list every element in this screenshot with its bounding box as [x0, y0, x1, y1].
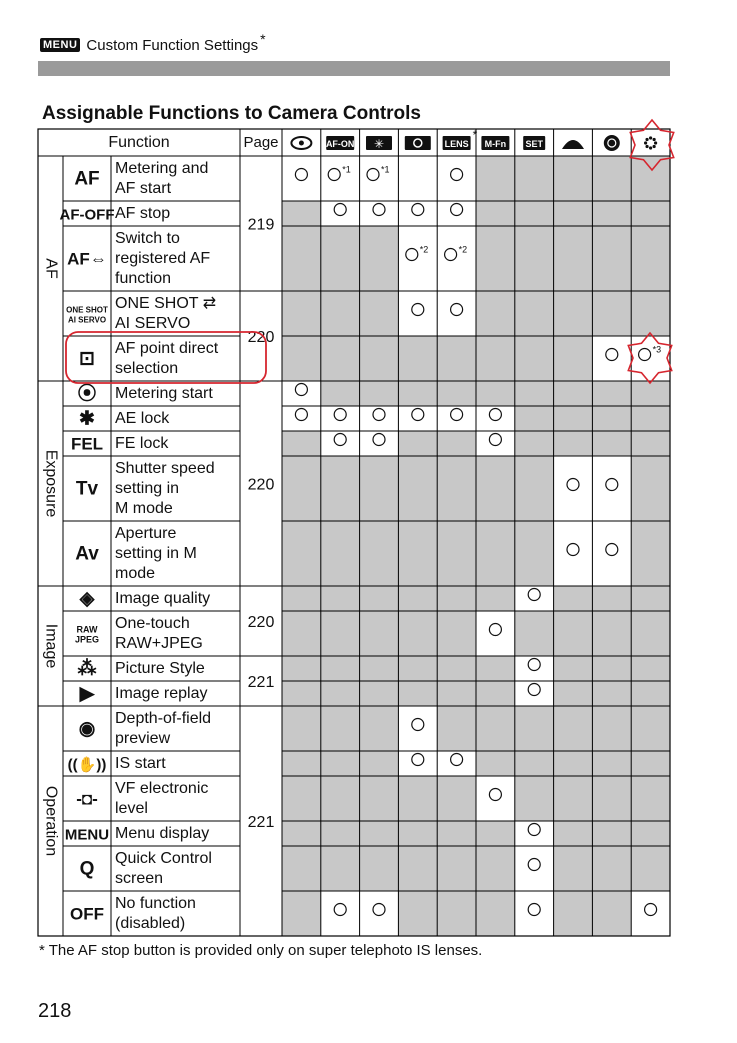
shaded-cell: [437, 821, 476, 846]
shaded-cell: [321, 681, 360, 706]
shaded-cell: [631, 751, 670, 776]
shaded-cell: [515, 751, 554, 776]
shaded-cell: [592, 846, 631, 891]
shaded-cell: [360, 226, 399, 291]
shaded-cell: [437, 521, 476, 586]
shaded-cell: [554, 156, 593, 201]
multi-controller-icon: [649, 136, 652, 139]
group-label-3: Operation: [42, 785, 60, 857]
shaded-cell: [592, 586, 631, 611]
footnote: * The AF stop button is provided only on super telephoto IS lenses.: [39, 942, 483, 959]
note-mark: *1: [342, 164, 351, 175]
shaded-cell: [398, 656, 437, 681]
function-label-14-1: preview: [115, 730, 171, 747]
available-mark: [451, 304, 463, 316]
function-icon-12: ⁂: [77, 658, 97, 680]
shaded-cell: [554, 226, 593, 291]
function-icon-3: ONE SHOT: [66, 305, 108, 315]
function-label-18-0: Quick Control: [115, 850, 212, 867]
shaded-cell: [515, 156, 554, 201]
shaded-cell: [592, 291, 631, 336]
shaded-cell: [631, 776, 670, 821]
page-number: 218: [38, 1000, 72, 1022]
shaded-cell: [554, 291, 593, 336]
shaded-cell: [515, 521, 554, 586]
shaded-cell: [515, 706, 554, 751]
set-button-icon-label: SET: [525, 139, 543, 149]
multi-controller-icon: [645, 145, 648, 148]
shaded-cell: [631, 201, 670, 226]
available-mark: [445, 249, 457, 261]
multi-controller-icon: [653, 138, 656, 141]
shaded-cell: [282, 656, 321, 681]
shaded-cell: [515, 226, 554, 291]
available-mark: [606, 479, 618, 491]
function-label-0-0: Metering and: [115, 160, 209, 177]
function-header: Function: [108, 134, 170, 151]
shaded-cell: [515, 291, 554, 336]
shaded-cell: [592, 381, 631, 406]
available-mark: [373, 204, 385, 216]
shaded-cell: [398, 456, 437, 521]
shaded-cell: [592, 751, 631, 776]
shaded-cell: [282, 891, 321, 936]
shaded-cell: [554, 751, 593, 776]
shaded-cell: [321, 586, 360, 611]
shaded-cell: [282, 611, 321, 656]
shaded-cell: [631, 406, 670, 431]
available-mark: [645, 904, 657, 916]
function-label-9-2: mode: [115, 565, 156, 582]
function-label-5-0: Metering start: [115, 385, 213, 402]
shaded-cell: [437, 336, 476, 381]
multi-controller-icon: [645, 138, 648, 141]
shaded-cell: [360, 681, 399, 706]
available-mark: [451, 409, 463, 421]
shaded-cell: [282, 521, 321, 586]
shaded-cell: [437, 706, 476, 751]
ae-lock-button-icon-label: ✳: [373, 137, 385, 151]
available-mark: [528, 904, 540, 916]
available-mark: [489, 434, 501, 446]
page-ref-4: 221: [247, 674, 275, 691]
function-label-14-0: Depth-of-field: [115, 710, 212, 727]
note-mark: *2: [458, 244, 468, 255]
shaded-cell: [476, 821, 515, 846]
function-icon-3-b: AI SERVO: [67, 315, 107, 325]
function-icon-10: ◈: [79, 588, 95, 610]
available-mark: [412, 304, 424, 316]
shaded-cell: [437, 456, 476, 521]
shaded-cell: [398, 521, 437, 586]
function-label-10-0: Image quality: [115, 590, 211, 607]
page-ref-2: 220: [247, 476, 275, 494]
shaded-cell: [437, 891, 476, 936]
function-label-8-0: Shutter speed: [115, 460, 215, 477]
shaded-cell: [554, 891, 593, 936]
shaded-cell: [437, 586, 476, 611]
header-note: *: [472, 128, 478, 142]
shaded-cell: [554, 821, 593, 846]
function-label-13-0: Image replay: [115, 685, 208, 702]
shaded-cell: [554, 336, 593, 381]
shaded-cell: [398, 821, 437, 846]
shaded-cell: [631, 821, 670, 846]
shaded-cell: [476, 201, 515, 226]
function-icon-19: OFF: [70, 904, 104, 924]
shaded-cell: [360, 656, 399, 681]
shaded-cell: [360, 846, 399, 891]
shaded-cell: [282, 291, 321, 336]
group-label-2: Image: [42, 623, 60, 669]
shaded-cell: [631, 291, 670, 336]
shaded-cell: [476, 706, 515, 751]
function-icon-0: AF: [74, 168, 100, 190]
shaded-cell: [476, 891, 515, 936]
shaded-cell: [282, 456, 321, 521]
shaded-cell: [631, 681, 670, 706]
shaded-cell: [360, 291, 399, 336]
shaded-cell: [282, 681, 321, 706]
function-label-11-1: RAW+JPEG: [115, 635, 203, 652]
shaded-cell: [282, 586, 321, 611]
function-label-0-1: AF start: [115, 180, 172, 197]
multi-controller-icon: [654, 141, 657, 144]
shaded-cell: [476, 586, 515, 611]
available-mark: [489, 409, 501, 421]
group-label-0: AF: [42, 258, 60, 279]
shaded-cell: [631, 456, 670, 521]
shaded-cell: [437, 681, 476, 706]
shaded-cell: [360, 381, 399, 406]
shaded-cell: [360, 521, 399, 586]
shaded-cell: [437, 846, 476, 891]
shaded-cell: [515, 456, 554, 521]
shaded-cell: [437, 431, 476, 456]
multi-controller-icon: [644, 141, 647, 144]
available-mark: [406, 249, 418, 261]
shaded-cell: [515, 431, 554, 456]
function-label-16-1: level: [115, 800, 148, 817]
shaded-cell: [437, 776, 476, 821]
shaded-cell: [631, 611, 670, 656]
shaded-cell: [360, 821, 399, 846]
function-label-7-0: FE lock: [115, 435, 169, 452]
shaded-cell: [437, 656, 476, 681]
shaded-cell: [631, 156, 670, 201]
available-mark: [334, 434, 346, 446]
available-mark: [295, 169, 307, 181]
shaded-cell: [631, 381, 670, 406]
function-icon-7: FEL: [70, 434, 104, 454]
available-mark: [412, 719, 424, 731]
shaded-cell: [554, 431, 593, 456]
function-icon-16: -◘-: [76, 789, 98, 809]
function-icon-11-b: JPEG: [74, 634, 100, 645]
function-label-8-1: setting in: [115, 480, 180, 497]
shaded-cell: [515, 776, 554, 821]
shaded-cell: [321, 226, 360, 291]
shaded-cell: [282, 751, 321, 776]
available-mark: [373, 434, 385, 446]
shaded-cell: [592, 406, 631, 431]
shaded-cell: [476, 656, 515, 681]
shaded-cell: [515, 201, 554, 226]
page-ref-5: 221: [247, 814, 275, 831]
function-label-1-0: AF stop: [115, 205, 171, 222]
available-mark: [451, 169, 463, 181]
shaded-cell: [554, 586, 593, 611]
shaded-cell: [282, 821, 321, 846]
m-fn-button-icon-label: M-Fn: [484, 139, 507, 149]
shaded-cell: [360, 751, 399, 776]
available-mark: [412, 204, 424, 216]
available-mark: [489, 789, 501, 801]
available-mark: [412, 754, 424, 766]
available-mark: [528, 859, 540, 871]
available-mark: [334, 204, 346, 216]
function-label-16-0: VF electronic: [115, 780, 209, 797]
function-icon-9: Av: [75, 543, 99, 565]
shaded-cell: [437, 381, 476, 406]
available-mark: [451, 204, 463, 216]
note-mark: *3: [652, 344, 662, 355]
shaded-cell: [398, 431, 437, 456]
available-mark: [528, 684, 540, 696]
shaded-cell: [554, 381, 593, 406]
shaded-cell: [282, 431, 321, 456]
shaded-cell: [321, 656, 360, 681]
shaded-cell: [398, 681, 437, 706]
shaded-cell: [398, 336, 437, 381]
available-mark: [528, 659, 540, 671]
shaded-cell: [398, 381, 437, 406]
shaded-cell: [321, 611, 360, 656]
available-mark: [639, 349, 651, 361]
page-ref-1: 220: [247, 329, 275, 346]
function-label-4-1: selection: [115, 360, 179, 377]
shaded-cell: [321, 336, 360, 381]
shaded-cell: [282, 201, 321, 226]
quick-control-dial-icon: [604, 135, 620, 151]
shaded-cell: [360, 776, 399, 821]
available-mark: [367, 169, 379, 181]
function-icon-17: MENU: [64, 826, 110, 844]
function-icon-2: AF⇔: [67, 249, 107, 269]
available-mark: [328, 169, 340, 181]
shaded-cell: [554, 656, 593, 681]
lens-af-stop-button-icon-label: LENS: [444, 139, 469, 149]
shaded-cell: [360, 336, 399, 381]
available-mark: [295, 384, 307, 396]
shaded-cell: [398, 846, 437, 891]
shaded-cell: [321, 776, 360, 821]
shaded-cell: [321, 706, 360, 751]
function-icon-1: AF-OFF: [59, 206, 115, 224]
shaded-cell: [515, 406, 554, 431]
shaded-cell: [554, 406, 593, 431]
shaded-cell: [360, 456, 399, 521]
function-label-15-0: IS start: [115, 755, 166, 772]
function-label-9-0: Aperture: [115, 525, 177, 542]
header-star: *: [260, 31, 266, 47]
shaded-cell: [631, 521, 670, 586]
shaded-cell: [554, 706, 593, 751]
shaded-cell: [554, 681, 593, 706]
shaded-cell: [476, 751, 515, 776]
shaded-cell: [321, 456, 360, 521]
shaded-cell: [360, 611, 399, 656]
shaded-cell: [631, 656, 670, 681]
function-label-19-1: (disabled): [115, 915, 186, 932]
shaded-cell: [321, 381, 360, 406]
shaded-cell: [515, 336, 554, 381]
shaded-cell: [554, 201, 593, 226]
function-icon-11: RAW: [76, 624, 98, 635]
shaded-cell: [554, 846, 593, 891]
note-mark: *2: [419, 244, 429, 255]
shaded-cell: [360, 586, 399, 611]
shaded-cell: [321, 821, 360, 846]
function-icon-8: Tv: [75, 478, 99, 500]
shaded-cell: [631, 706, 670, 751]
available-mark: [334, 904, 346, 916]
page-ref-3: 220: [247, 614, 275, 631]
function-label-18-1: screen: [115, 870, 164, 887]
shaded-cell: [282, 846, 321, 891]
header-title: Custom Function Settings: [86, 36, 259, 54]
function-label-2-0: Switch to: [115, 230, 180, 247]
shaded-cell: [592, 611, 631, 656]
shaded-cell: [476, 846, 515, 891]
available-mark: [295, 409, 307, 421]
function-icon-15: ((✋)): [67, 756, 107, 774]
page-ref-0: 219: [247, 216, 275, 234]
shaded-cell: [282, 706, 321, 751]
shaded-cell: [592, 706, 631, 751]
shaded-cell: [476, 226, 515, 291]
shaded-cell: [592, 681, 631, 706]
available-mark: [606, 349, 618, 361]
shaded-cell: [554, 776, 593, 821]
function-label-2-1: registered AF: [115, 250, 211, 267]
main-dial-icon: [562, 140, 584, 149]
available-mark: [412, 409, 424, 421]
shaded-cell: [592, 431, 631, 456]
shaded-cell: [321, 291, 360, 336]
function-icon-18: Q: [79, 858, 95, 880]
available-mark: [373, 409, 385, 421]
shaded-cell: [592, 776, 631, 821]
shaded-cell: [476, 381, 515, 406]
available-mark: [373, 904, 385, 916]
function-label-11-0: One-touch: [115, 615, 190, 632]
function-icon-14: ◉: [78, 718, 96, 740]
shaded-cell: [515, 381, 554, 406]
function-label-6-0: AE lock: [115, 410, 170, 427]
function-icon-5: ⦿: [77, 383, 97, 405]
available-mark: [567, 479, 579, 491]
shaded-cell: [282, 336, 321, 381]
shaded-cell: [321, 846, 360, 891]
available-mark: [489, 624, 501, 636]
shaded-cell: [476, 521, 515, 586]
shaded-cell: [476, 456, 515, 521]
section-title: Assignable Functions to Camera Controls: [42, 103, 421, 124]
function-label-2-2: function: [115, 270, 172, 287]
available-mark: [567, 544, 579, 556]
shutter-dot-icon: [299, 141, 304, 146]
shaded-cell: [631, 226, 670, 291]
shaded-cell: [592, 656, 631, 681]
shaded-cell: [398, 891, 437, 936]
function-label-4-0: AF point direct: [115, 340, 219, 357]
shaded-cell: [282, 776, 321, 821]
function-label-8-2: M mode: [115, 500, 173, 517]
shaded-cell: [398, 586, 437, 611]
available-mark: [451, 754, 463, 766]
shaded-cell: [592, 201, 631, 226]
function-label-17-0: Menu display: [115, 825, 210, 842]
available-mark: [528, 589, 540, 601]
available-mark: [606, 544, 618, 556]
shaded-cell: [398, 776, 437, 821]
available-mark: [528, 824, 540, 836]
depth-of-field-button-icon: [405, 136, 431, 150]
af-on-button-icon-label: AF-ON: [325, 139, 355, 149]
multi-controller-icon: [653, 145, 656, 148]
shaded-cell: [592, 226, 631, 291]
shaded-cell: [631, 846, 670, 891]
shaded-cell: [592, 821, 631, 846]
function-label-19-0: No function: [115, 895, 196, 912]
shaded-cell: [398, 611, 437, 656]
note-mark: *1: [381, 164, 390, 175]
shaded-cell: [515, 611, 554, 656]
shaded-cell: [631, 586, 670, 611]
shaded-cell: [321, 521, 360, 586]
shaded-cell: [476, 681, 515, 706]
shaded-cell: [282, 226, 321, 291]
available-mark: [334, 409, 346, 421]
function-icon-13: ▶: [79, 683, 95, 705]
shaded-cell: [476, 291, 515, 336]
page-header: Page: [243, 134, 279, 151]
group-label-1: Exposure: [42, 449, 60, 518]
function-label-3-0: ONE SHOT ⇄: [115, 295, 217, 312]
shaded-cell: [592, 891, 631, 936]
function-icon-4: ⊡: [79, 348, 95, 370]
shaded-cell: [360, 706, 399, 751]
function-icon-6: ✱: [79, 408, 95, 430]
menu-icon: MENU: [40, 38, 80, 52]
function-label-12-0: Picture Style: [115, 660, 205, 677]
shaded-cell: [631, 431, 670, 456]
multi-controller-icon: [649, 146, 652, 149]
shaded-cell: [321, 751, 360, 776]
function-label-3-1: AI SERVO: [115, 315, 191, 332]
shaded-cell: [437, 611, 476, 656]
function-label-9-1: setting in M: [115, 545, 197, 562]
shaded-cell: [476, 156, 515, 201]
shaded-cell: [476, 336, 515, 381]
shaded-cell: [554, 611, 593, 656]
shaded-cell: [592, 156, 631, 201]
